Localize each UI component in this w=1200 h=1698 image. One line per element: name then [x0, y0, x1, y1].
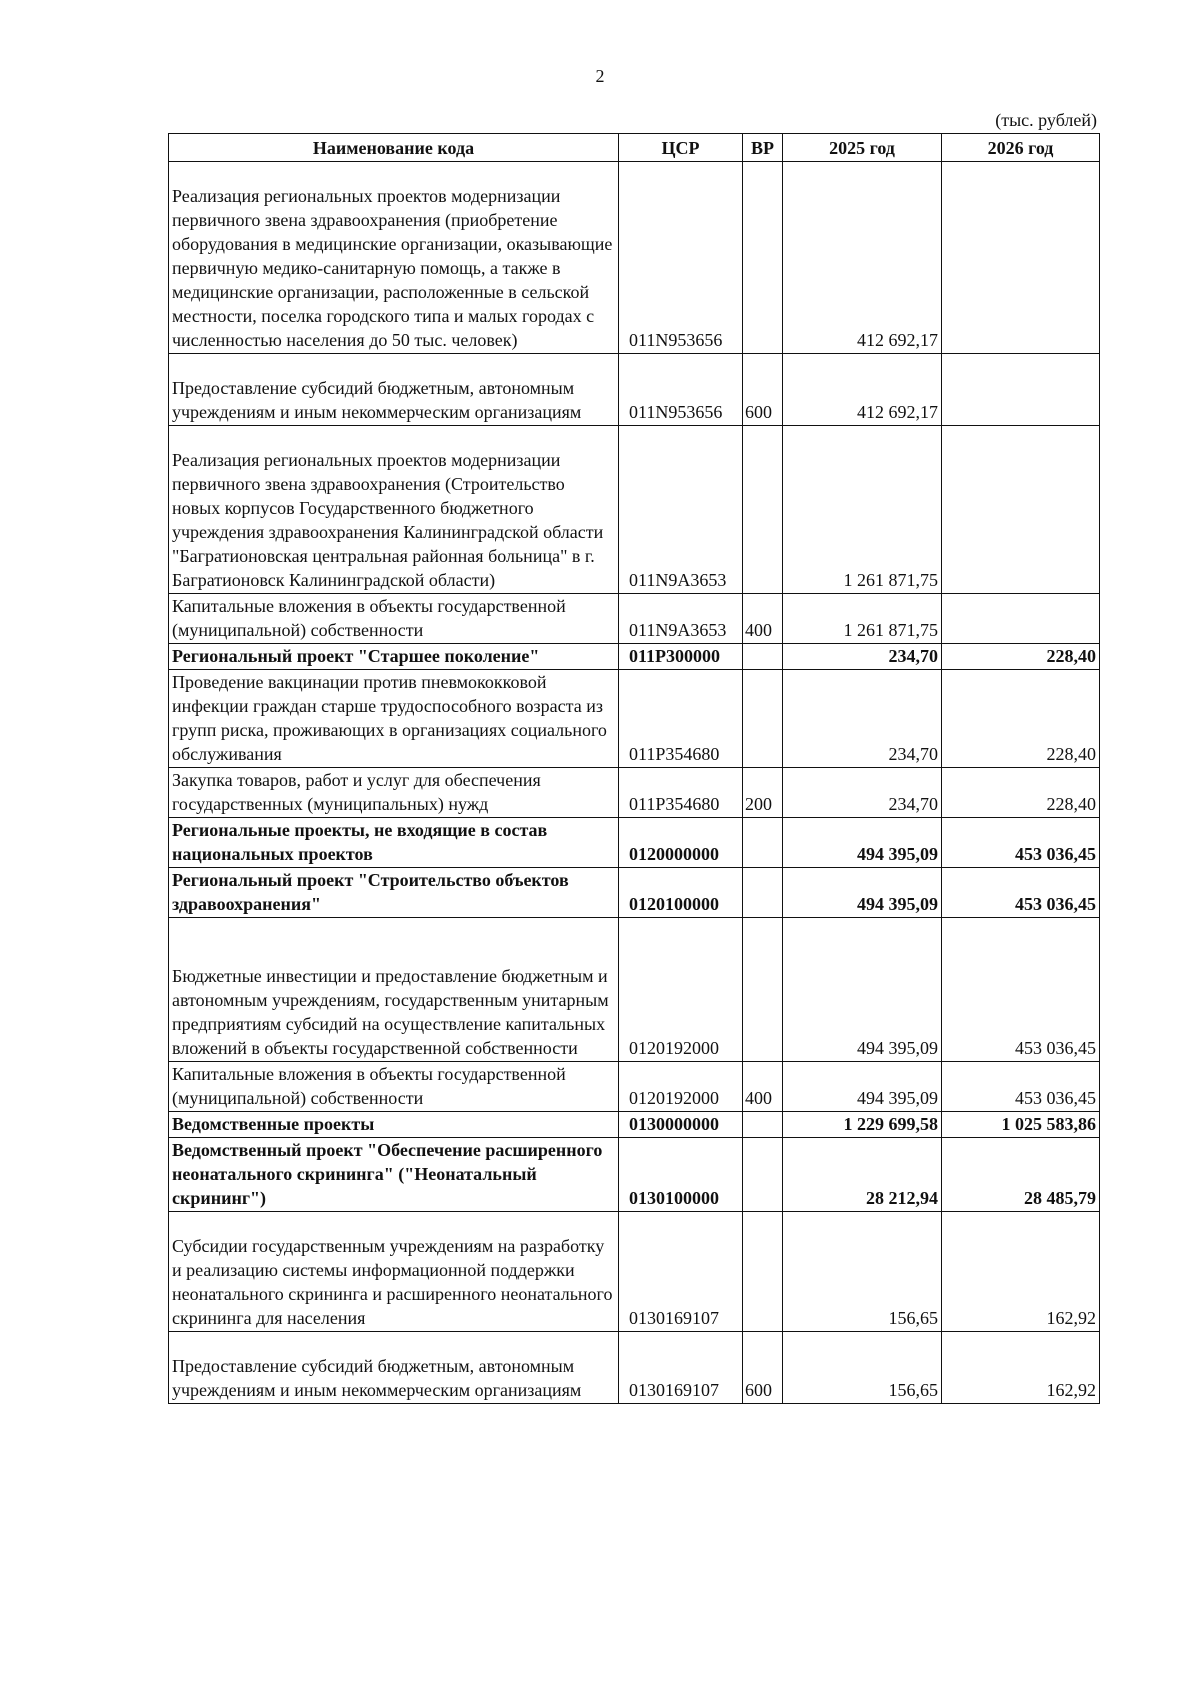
cell-name: Региональный проект "Старшее поколение"	[169, 644, 619, 670]
cell-name: Капитальные вложения в объекты государственной (муниципальной) собственности	[169, 594, 619, 644]
header-2025: 2025 год	[783, 134, 942, 162]
page-number: 2	[595, 66, 605, 86]
table-row	[169, 594, 1100, 644]
cell-vr: 400	[743, 1062, 783, 1112]
cell-2025: 1 261 871,75	[783, 594, 942, 644]
cell-2025: 494 395,09	[783, 818, 942, 868]
table-row	[169, 354, 1100, 426]
cell-name: Предоставление субсидий бюджетным, автономным учреждениям и иным некоммерческим организациям	[169, 354, 619, 426]
cell-csr: 0120192000	[619, 918, 743, 1062]
cell-2025: 1 229 699,58	[783, 1112, 942, 1138]
table-row	[169, 644, 1100, 670]
cell-csr: 011N9A3653	[619, 426, 743, 594]
cell-2025: 412 692,17	[783, 354, 942, 426]
cell-csr: 0130000000	[619, 1112, 743, 1138]
header-csr: ЦСР	[619, 134, 743, 162]
table-row	[169, 1212, 1100, 1332]
cell-csr: 011N9A3653	[619, 594, 743, 644]
cell-2025: 494 395,09	[783, 918, 942, 1062]
cell-vr	[743, 644, 783, 670]
table-row	[169, 868, 1100, 918]
cell-csr: 0120000000	[619, 818, 743, 868]
cell-name: Закупка товаров, работ и услуг для обеспечения государственных (муниципальных) нужд	[169, 768, 619, 818]
cell-2026: 162,92	[942, 1332, 1100, 1404]
cell-2026: 453 036,45	[942, 918, 1100, 1062]
cell-vr	[743, 1112, 783, 1138]
cell-vr	[743, 1212, 783, 1332]
cell-csr: 0130100000	[619, 1138, 743, 1212]
cell-csr: 011P354680	[619, 670, 743, 768]
cell-name: Реализация региональных проектов модернизации первичного звена здравоохранения (Строительство новых корпусов Государственного бюджетного учреждения здравоохранения Калининградской области "Багратионовская центральная районная больница" в г. Багратионовск Калининградской области)	[169, 426, 619, 594]
cell-name: Бюджетные инвестиции и предоставление бюджетным и автономным учреждениям, государственным унитарным предприятиям субсидий на осуществление капитальных вложений в объекты государственной собственности	[169, 918, 619, 1062]
header-name: Наименование кода	[169, 134, 619, 162]
table-row	[169, 1138, 1100, 1212]
header-2026: 2026 год	[942, 134, 1100, 162]
cell-2025: 28 212,94	[783, 1138, 942, 1212]
cell-2025: 156,65	[783, 1212, 942, 1332]
cell-csr: 0120192000	[619, 1062, 743, 1112]
cell-vr	[743, 426, 783, 594]
cell-csr: 0130169107	[619, 1212, 743, 1332]
cell-2026	[942, 426, 1100, 594]
cell-vr: 600	[743, 1332, 783, 1404]
cell-vr: 400	[743, 594, 783, 644]
cell-2026	[942, 594, 1100, 644]
cell-2026: 453 036,45	[942, 818, 1100, 868]
table-body	[169, 162, 1100, 1404]
cell-2026: 228,40	[942, 644, 1100, 670]
cell-csr: 011N953656	[619, 354, 743, 426]
table-header	[169, 134, 1100, 162]
table-row	[169, 162, 1100, 354]
table-row	[169, 670, 1100, 768]
cell-vr	[743, 818, 783, 868]
cell-name: Ведомственные проекты	[169, 1112, 619, 1138]
table-row	[169, 1332, 1100, 1404]
cell-2026: 28 485,79	[942, 1138, 1100, 1212]
cell-2026	[942, 162, 1100, 354]
table-row	[169, 426, 1100, 594]
cell-2026: 1 025 583,86	[942, 1112, 1100, 1138]
budget-table	[168, 133, 1100, 1404]
cell-2025: 234,70	[783, 644, 942, 670]
cell-name: Проведение вакцинации против пневмококковой инфекции граждан старше трудоспособного возраста из групп риска, проживающих в организациях социального обслуживания	[169, 670, 619, 768]
cell-2026: 162,92	[942, 1212, 1100, 1332]
cell-csr: 011P300000	[619, 644, 743, 670]
cell-2026: 228,40	[942, 768, 1100, 818]
cell-csr: 0120100000	[619, 868, 743, 918]
cell-csr: 0130169107	[619, 1332, 743, 1404]
cell-2025: 412 692,17	[783, 162, 942, 354]
table-row	[169, 818, 1100, 868]
cell-vr	[743, 868, 783, 918]
cell-vr: 600	[743, 354, 783, 426]
cell-2026	[942, 354, 1100, 426]
cell-name: Субсидии государственным учреждениям на разработку и реализацию системы информационной поддержки неонатального скрининга и расширенного неонатального скрининга для населения	[169, 1212, 619, 1332]
cell-vr	[743, 918, 783, 1062]
cell-name: Капитальные вложения в объекты государственной (муниципальной) собственности	[169, 1062, 619, 1112]
table-row	[169, 918, 1100, 1062]
cell-2025: 494 395,09	[783, 1062, 942, 1112]
cell-name: Предоставление субсидий бюджетным, автономным учреждениям и иным некоммерческим организациям	[169, 1332, 619, 1404]
cell-2025: 156,65	[783, 1332, 942, 1404]
cell-name: Региональный проект "Строительство объектов здравоохранения"	[169, 868, 619, 918]
cell-2025: 234,70	[783, 670, 942, 768]
table-row	[169, 1062, 1100, 1112]
cell-vr	[743, 670, 783, 768]
cell-2026: 453 036,45	[942, 868, 1100, 918]
cell-vr	[743, 162, 783, 354]
header-vr: ВР	[743, 134, 783, 162]
cell-name: Региональные проекты, не входящие в состав национальных проектов	[169, 818, 619, 868]
cell-2025: 1 261 871,75	[783, 426, 942, 594]
header-row	[169, 134, 1100, 162]
cell-csr: 011P354680	[619, 768, 743, 818]
cell-name: Ведомственный проект "Обеспечение расширенного неонатального скрининга" ("Неонатальный скрининг")	[169, 1138, 619, 1212]
cell-2025: 494 395,09	[783, 868, 942, 918]
cell-2026: 453 036,45	[942, 1062, 1100, 1112]
table-row	[169, 768, 1100, 818]
cell-vr: 200	[743, 768, 783, 818]
cell-vr	[743, 1138, 783, 1212]
table-row	[169, 1112, 1100, 1138]
cell-name: Реализация региональных проектов модернизации первичного звена здравоохранения (приобретение оборудования в медицинские организации, оказывающие первичную медико-санитарную помощь, а также в медицинские организации, расположенные в сельской местности, поселка городского типа и малых городах с численностью населения до 50 тыс. человек)	[169, 162, 619, 354]
cell-csr: 011N953656	[619, 162, 743, 354]
cell-2025: 234,70	[783, 768, 942, 818]
units-note: (тыс. рублей)	[995, 110, 1097, 130]
cell-2026: 228,40	[942, 670, 1100, 768]
